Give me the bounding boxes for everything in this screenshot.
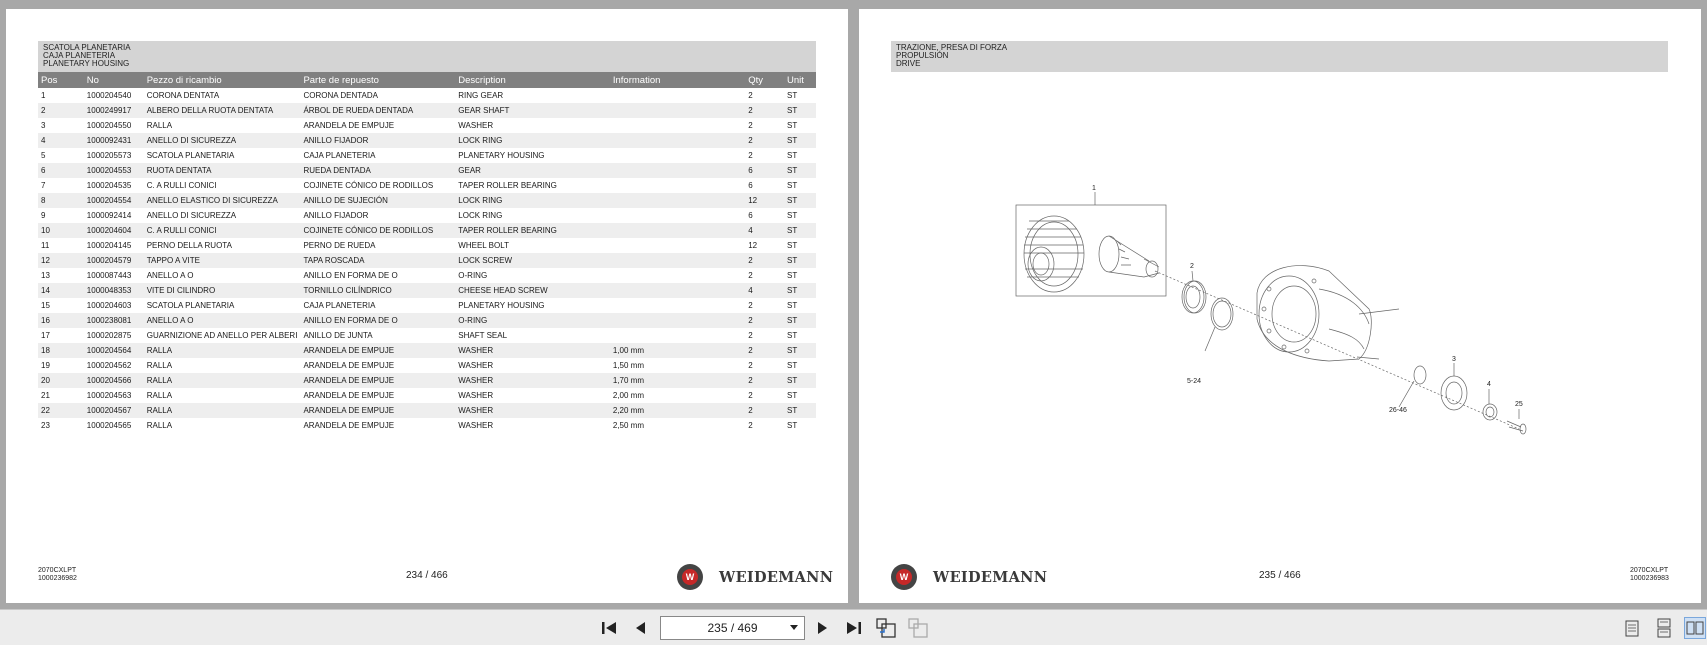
table-cell: 1000204535 (84, 178, 144, 193)
table-row (38, 388, 816, 403)
section-title-it: TRAZIONE, PRESA DI FORZA (896, 43, 1008, 52)
table-cell: 2 (745, 253, 784, 268)
table-cell: O-RING (455, 313, 610, 328)
table-cell: 20 (38, 373, 84, 388)
table-cell (610, 103, 745, 118)
table-cell (610, 313, 745, 328)
table-cell: 12 (745, 238, 784, 253)
exploded-parts-diagram (859, 9, 1701, 603)
table-cell: RALLA (144, 418, 301, 433)
table-cell: O-RING (455, 268, 610, 283)
table-cell (610, 328, 745, 343)
table-cell: 21 (38, 388, 84, 403)
table-cell (610, 298, 745, 313)
table-cell: COJINETE CÓNICO DE RODILLOS (300, 178, 455, 193)
lock-ring-4-drawing (1483, 404, 1497, 420)
table-cell: VITE DI CILINDRO (144, 283, 301, 298)
table-cell: 2 (745, 103, 784, 118)
table-cell: RALLA (144, 373, 301, 388)
table-cell: 4 (745, 223, 784, 238)
table-cell: 1000087443 (84, 268, 144, 283)
section-title-es: PROPULSIÓN (896, 51, 949, 60)
table-cell: ST (784, 238, 816, 253)
table-cell (610, 283, 745, 298)
table-cell: 1000204603 (84, 298, 144, 313)
table-cell: 1000204145 (84, 238, 144, 253)
table-cell: ANILLO DE JUNTA (300, 328, 455, 343)
table-cell: ARANDELA DE EMPUJE (300, 403, 455, 418)
table-cell: ANELLO A O (144, 313, 301, 328)
bearing-3-drawing (1441, 376, 1467, 410)
table-cell: 6 (38, 163, 84, 178)
table-cell: 2 (745, 88, 784, 103)
table-cell: RUEDA DENTADA (300, 163, 455, 178)
page-number-value: 235 / 469 (707, 621, 758, 635)
table-cell: 11 (38, 238, 84, 253)
table-cell: ST (784, 208, 816, 223)
table-cell: 2,20 mm (610, 403, 745, 418)
table-cell: ST (784, 103, 816, 118)
table-cell: CORONA DENTADA (300, 88, 455, 103)
table-cell: PERNO DELLA RUOTA (144, 238, 301, 253)
sync-view-icon[interactable] (875, 617, 897, 639)
table-row (38, 133, 816, 148)
table-cell (610, 268, 745, 283)
table-cell: ANELLO ELASTICO DI SICUREZZA (144, 193, 301, 208)
table-cell: 1000204566 (84, 373, 144, 388)
table-header-row (38, 72, 816, 88)
right-document-page (859, 9, 1701, 603)
column-header: No (84, 72, 144, 88)
table-cell: PERNO DE RUEDA (300, 238, 455, 253)
footer-code (38, 567, 77, 583)
weidemann-logo-icon: W (677, 564, 703, 590)
table-cell: 1 (38, 88, 84, 103)
table-cell: 1,50 mm (610, 358, 745, 373)
brand-logo-block (891, 564, 1047, 590)
table-cell: CORONA DENTATA (144, 88, 301, 103)
column-header: Description (455, 72, 610, 88)
table-cell: ST (784, 388, 816, 403)
table-cell: 6 (745, 178, 784, 193)
brand-name: WEIDEMANN (719, 568, 834, 586)
continuous-page-icon[interactable] (1653, 617, 1675, 639)
table-cell: SCATOLA PLANETARIA (144, 298, 301, 313)
table-cell: 1000048353 (84, 283, 144, 298)
table-cell: ST (784, 163, 816, 178)
footer-doc-number: 1000236983 (1630, 575, 1669, 582)
table-cell: PLANETARY HOUSING (455, 148, 610, 163)
viewer-toolbar (0, 609, 1707, 645)
table-cell: ANILLO EN FORMA DE O (300, 268, 455, 283)
table-cell: 2 (745, 418, 784, 433)
table-row (38, 373, 816, 388)
table-cell: GEAR SHAFT (455, 103, 610, 118)
table-cell: 2 (745, 388, 784, 403)
column-header: Parte de repuesto (300, 72, 455, 88)
footer-model: 2070CXLPT (1630, 567, 1669, 574)
table-cell: TAPPO A VITE (144, 253, 301, 268)
table-row (38, 223, 816, 238)
table-row (38, 103, 816, 118)
table-cell (610, 238, 745, 253)
table-cell: ST (784, 133, 816, 148)
table-cell (610, 88, 745, 103)
table-cell: 1000204604 (84, 223, 144, 238)
table-cell: 2,00 mm (610, 388, 745, 403)
table-cell: ARANDELA DE EMPUJE (300, 418, 455, 433)
callout-label: 26-46 (1389, 407, 1407, 414)
table-cell: ST (784, 403, 816, 418)
table-cell: 2 (38, 103, 84, 118)
table-cell: ST (784, 373, 816, 388)
table-cell: ST (784, 88, 816, 103)
table-cell: ANELLO DI SICUREZZA (144, 133, 301, 148)
table-cell: 16 (38, 313, 84, 328)
table-cell: ÁRBOL DE RUEDA DENTADA (300, 103, 455, 118)
table-cell: ALBERO DELLA RUOTA DENTATA (144, 103, 301, 118)
table-cell: ST (784, 148, 816, 163)
compare-view-icon[interactable] (907, 617, 929, 639)
table-cell: ST (784, 328, 816, 343)
table-row (38, 328, 816, 343)
table-cell: LOCK RING (455, 133, 610, 148)
table-cell: 1000204540 (84, 88, 144, 103)
table-cell: ST (784, 283, 816, 298)
section-title-en: PLANETARY HOUSING (43, 59, 130, 68)
table-cell: RING GEAR (455, 88, 610, 103)
table-cell: 1000204565 (84, 418, 144, 433)
table-cell: 4 (38, 133, 84, 148)
table-cell: 1,70 mm (610, 373, 745, 388)
table-cell: LOCK RING (455, 193, 610, 208)
table-cell: WASHER (455, 388, 610, 403)
table-cell: 1000238081 (84, 313, 144, 328)
table-row (38, 283, 816, 298)
table-cell: ANELLO DI SICUREZZA (144, 208, 301, 223)
table-cell: WHEEL BOLT (455, 238, 610, 253)
table-cell: 23 (38, 418, 84, 433)
column-header: Pos (38, 72, 84, 88)
table-cell: ARANDELA DE EMPUJE (300, 373, 455, 388)
table-cell: TAPER ROLLER BEARING (455, 178, 610, 193)
single-page-icon[interactable] (1621, 617, 1643, 639)
table-cell: RUOTA DENTATA (144, 163, 301, 178)
table-cell: ARANDELA DE EMPUJE (300, 388, 455, 403)
table-cell (610, 133, 745, 148)
parts-table (38, 72, 816, 433)
table-row (38, 268, 816, 283)
weidemann-logo-icon: W (891, 564, 917, 590)
item-1-frame (1016, 205, 1166, 296)
table-cell: GUARNIZIONE AD ANELLO PER ALBERI (144, 328, 301, 343)
table-row (38, 343, 816, 358)
table-cell: 10 (38, 223, 84, 238)
table-cell: ARANDELA DE EMPUJE (300, 358, 455, 373)
table-row (38, 208, 816, 223)
column-header: Unit (784, 72, 816, 88)
table-cell: ST (784, 178, 816, 193)
planetary-housing-drawing (1257, 266, 1399, 361)
table-cell: ST (784, 253, 816, 268)
column-header: Qty (745, 72, 784, 88)
table-cell: RALLA (144, 343, 301, 358)
page-number-input[interactable] (660, 616, 805, 640)
table-cell: 4 (745, 283, 784, 298)
callout-label: 25 (1515, 401, 1523, 408)
table-row (38, 313, 816, 328)
section-header (38, 41, 816, 72)
table-cell: WASHER (455, 403, 610, 418)
callout-label: 2 (1190, 263, 1194, 270)
table-cell: 2,50 mm (610, 418, 745, 433)
section-title-es: CAJA PLANETERIA (43, 51, 116, 60)
table-row (38, 238, 816, 253)
table-cell: TORNILLO CILÍNDRICO (300, 283, 455, 298)
callout-label: 3 (1452, 356, 1456, 363)
table-cell: GEAR (455, 163, 610, 178)
table-row (38, 193, 816, 208)
table-cell: 19 (38, 358, 84, 373)
table-cell: 1000204564 (84, 343, 144, 358)
table-cell: ST (784, 298, 816, 313)
table-cell: ANILLO DE SUJECIÓN (300, 193, 455, 208)
table-cell: ARANDELA DE EMPUJE (300, 118, 455, 133)
column-header: Information (610, 72, 745, 88)
first-page-icon[interactable] (598, 617, 620, 639)
callout-label: 4 (1487, 381, 1491, 388)
table-cell: 2 (745, 268, 784, 283)
table-cell: 22 (38, 403, 84, 418)
table-cell: 1000092414 (84, 208, 144, 223)
table-cell: 6 (745, 163, 784, 178)
table-cell: ANILLO EN FORMA DE O (300, 313, 455, 328)
table-cell: ST (784, 343, 816, 358)
table-cell: PLANETARY HOUSING (455, 298, 610, 313)
table-cell: 1000204553 (84, 163, 144, 178)
table-cell: WASHER (455, 418, 610, 433)
table-cell: 15 (38, 298, 84, 313)
table-cell: 14 (38, 283, 84, 298)
table-cell: WASHER (455, 373, 610, 388)
table-cell (610, 253, 745, 268)
table-cell: 12 (745, 193, 784, 208)
table-cell: RALLA (144, 388, 301, 403)
prev-page-icon[interactable] (630, 617, 652, 639)
next-page-icon[interactable] (811, 617, 833, 639)
table-cell: WASHER (455, 343, 610, 358)
section-title-en: DRIVE (896, 59, 921, 68)
table-cell: 13 (38, 268, 84, 283)
table-cell (610, 208, 745, 223)
table-row (38, 298, 816, 313)
brand-name: WEIDEMANN (933, 568, 1048, 586)
table-cell: LOCK SCREW (455, 253, 610, 268)
gear-shaft-drawing (1099, 236, 1159, 277)
table-cell (610, 223, 745, 238)
table-cell (610, 163, 745, 178)
chevron-down-icon[interactable] (790, 625, 798, 630)
table-cell: 1,00 mm (610, 343, 745, 358)
table-cell: ANILLO FIJADOR (300, 208, 455, 223)
table-cell: TAPER ROLLER BEARING (455, 223, 610, 238)
page-number: 235 / 466 (1259, 570, 1301, 581)
table-cell (610, 178, 745, 193)
table-cell: 18 (38, 343, 84, 358)
table-cell: CAJA PLANETERIA (300, 148, 455, 163)
table-row (38, 178, 816, 193)
table-cell: 3 (38, 118, 84, 133)
table-cell: C. A RULLI CONICI (144, 178, 301, 193)
table-cell: LOCK RING (455, 208, 610, 223)
footer-model: 2070CXLPT (38, 567, 77, 574)
left-document-page (6, 9, 848, 603)
table-cell: 7 (38, 178, 84, 193)
table-cell: WASHER (455, 118, 610, 133)
table-cell: 1000092431 (84, 133, 144, 148)
table-cell: 2 (745, 358, 784, 373)
table-cell: 2 (745, 343, 784, 358)
table-cell: 9 (38, 208, 84, 223)
table-cell: 2 (745, 313, 784, 328)
table-row (38, 118, 816, 133)
table-row (38, 148, 816, 163)
table-row (38, 88, 816, 103)
table-cell: 2 (745, 133, 784, 148)
two-page-icon[interactable] (1684, 617, 1706, 639)
table-cell: 1000204563 (84, 388, 144, 403)
table-cell: ANELLO A O (144, 268, 301, 283)
callout-label: 1 (1092, 185, 1096, 192)
table-cell: ST (784, 268, 816, 283)
table-row (38, 403, 816, 418)
table-cell: 17 (38, 328, 84, 343)
table-cell: SHAFT SEAL (455, 328, 610, 343)
footer-code (1630, 567, 1669, 583)
table-cell: RALLA (144, 358, 301, 373)
table-cell: 12 (38, 253, 84, 268)
last-page-icon[interactable] (843, 617, 865, 639)
seal-ring-drawing (1211, 298, 1233, 330)
table-cell: C. A RULLI CONICI (144, 223, 301, 238)
table-cell: ST (784, 358, 816, 373)
table-row (38, 358, 816, 373)
table-row (38, 418, 816, 433)
table-cell: ST (784, 193, 816, 208)
callout-label: 5-24 (1187, 378, 1202, 385)
table-cell: 1000204567 (84, 403, 144, 418)
table-cell: 6 (745, 208, 784, 223)
table-cell: SCATOLA PLANETARIA (144, 148, 301, 163)
table-cell: ANILLO FIJADOR (300, 133, 455, 148)
table-cell: 1000204579 (84, 253, 144, 268)
table-cell (610, 193, 745, 208)
table-row (38, 163, 816, 178)
table-cell (610, 118, 745, 133)
table-cell: 2 (745, 328, 784, 343)
table-cell: ARANDELA DE EMPUJE (300, 343, 455, 358)
table-cell (610, 148, 745, 163)
footer-doc-number: 1000236982 (38, 575, 77, 582)
table-cell: 1000249917 (84, 103, 144, 118)
section-title-it: SCATOLA PLANETARIA (43, 43, 131, 52)
table-cell: ST (784, 223, 816, 238)
bearing-2-drawing (1182, 281, 1206, 313)
table-cell: ST (784, 118, 816, 133)
table-cell: 8 (38, 193, 84, 208)
table-cell: 2 (745, 118, 784, 133)
table-cell: ST (784, 418, 816, 433)
table-cell: COJINETE CÓNICO DE RODILLOS (300, 223, 455, 238)
table-row (38, 253, 816, 268)
table-cell: 2 (745, 373, 784, 388)
callout-labels (1092, 185, 1523, 414)
table-cell: 1000204554 (84, 193, 144, 208)
ring-gear-drawing (1024, 216, 1084, 292)
table-cell: 5 (38, 148, 84, 163)
table-cell: RALLA (144, 118, 301, 133)
table-cell: TAPA ROSCADA (300, 253, 455, 268)
table-cell: CAJA PLANETERIA (300, 298, 455, 313)
table-cell: 2 (745, 298, 784, 313)
column-header: Pezzo di ricambio (144, 72, 301, 88)
table-cell: 2 (745, 148, 784, 163)
table-cell: 1000202875 (84, 328, 144, 343)
table-cell: 1000205573 (84, 148, 144, 163)
page-number: 234 / 466 (406, 570, 448, 581)
table-cell: 1000204550 (84, 118, 144, 133)
brand-logo-block (677, 564, 833, 590)
table-cell: ST (784, 313, 816, 328)
table-cell: RALLA (144, 403, 301, 418)
table-cell: WASHER (455, 358, 610, 373)
table-cell: 2 (745, 403, 784, 418)
table-cell: 1000204562 (84, 358, 144, 373)
table-cell: CHEESE HEAD SCREW (455, 283, 610, 298)
